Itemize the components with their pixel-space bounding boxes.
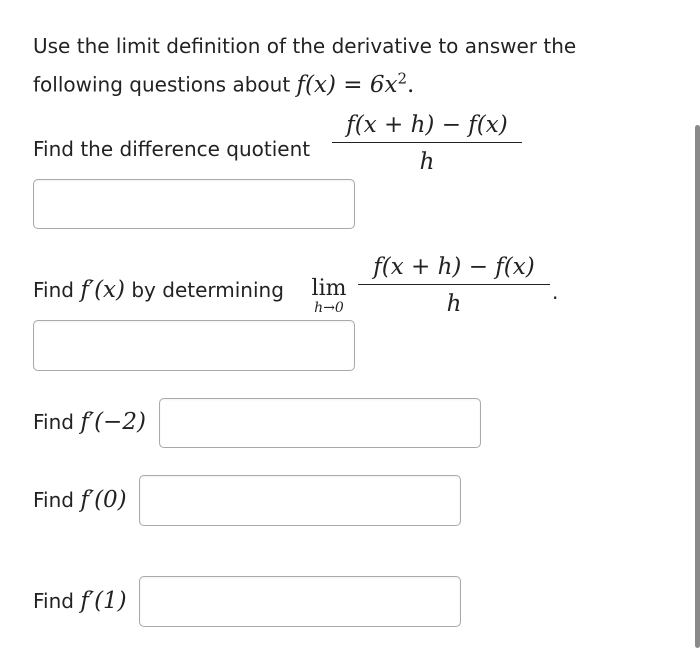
equals-sign: =: [343, 71, 363, 98]
q2-answer-input[interactable]: [33, 320, 355, 371]
q1-difference-quotient: [332, 112, 522, 175]
prompt-period: .: [407, 71, 415, 98]
function-lhs: f(x): [296, 71, 336, 98]
q3-expression: f′(−2): [80, 409, 146, 435]
q1-answer-input[interactable]: [33, 179, 355, 229]
q2-label: [33, 278, 284, 302]
q3-label-text: Find: [33, 410, 74, 434]
q5-expression: f′(1): [80, 588, 127, 614]
question-prompt: [33, 30, 633, 101]
prompt-line-2-text: following questions about: [33, 72, 291, 97]
q5-label: [33, 589, 127, 613]
q4-label: [33, 488, 127, 512]
q2-difference-quotient: [358, 254, 550, 317]
q5-label-text: Find: [33, 589, 74, 613]
q2-denominator: h: [446, 291, 462, 317]
q1-label: Find the difference quotient: [33, 137, 311, 161]
q4-label-text: Find: [33, 488, 74, 512]
q2-limit: [306, 278, 352, 316]
q1-numerator: f(x + h) − f(x): [346, 112, 508, 138]
function-definition: [296, 69, 415, 98]
function-rhs-base: 6x: [369, 71, 398, 98]
q3-label: [33, 410, 146, 434]
q4-expression: f′(0): [80, 487, 127, 513]
q2-derivative: f′(x): [80, 277, 125, 303]
q2-lim-subscript: h→0: [314, 300, 344, 316]
q2-numerator: f(x + h) − f(x): [373, 254, 535, 280]
q2-lim-word: lim: [311, 276, 347, 301]
prompt-line-2: [33, 62, 633, 101]
prompt-line-1: Use the limit definition of the derivative to answer the: [33, 34, 577, 58]
q2-period: .: [552, 280, 559, 304]
page-scrollbar[interactable]: [695, 125, 700, 648]
q1-denominator: h: [419, 149, 435, 175]
q4-answer-input[interactable]: [139, 475, 461, 526]
function-rhs-exponent: 2: [397, 69, 408, 87]
q2-label-prefix: Find: [33, 278, 74, 302]
q2-label-mid: by determining: [131, 278, 284, 302]
q5-answer-input[interactable]: [139, 576, 461, 627]
q3-answer-input[interactable]: [159, 398, 481, 448]
